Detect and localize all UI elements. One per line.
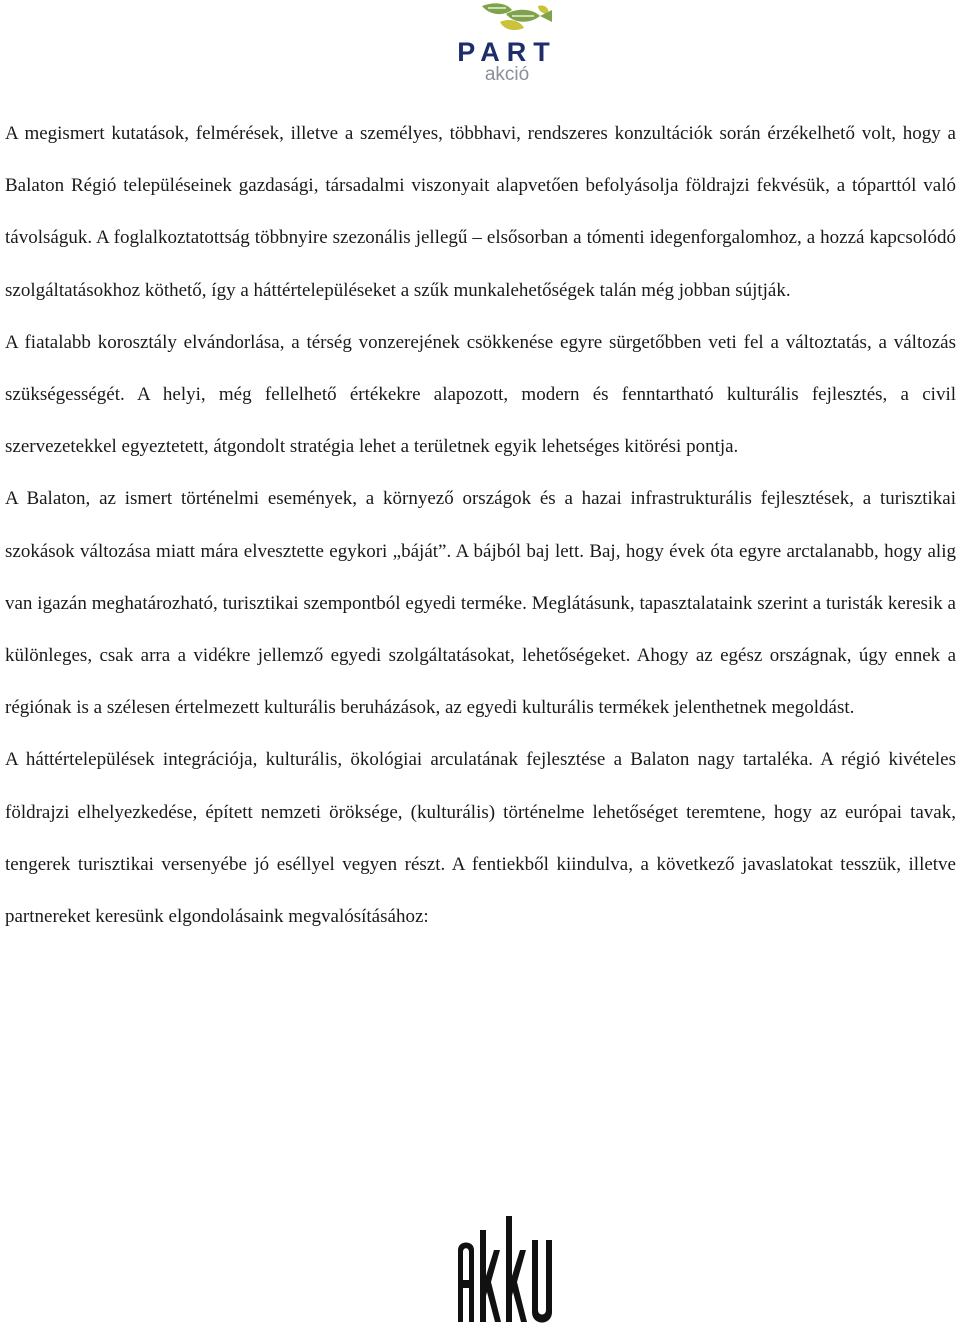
paragraph: A fiatalabb korosztály elvándorlása, a térség vonzerejének csökkenése egyre sürgetőbben veti fel a változtatás, a változás szükségességét. A helyi, még fellelhető értékekre alapozott, modern és fenntartható kulturális fejlesztés, a civil szervezetekkel egyeztetett, átgondolt stratégia lehet a területnek egyik lehetséges kitörési pontja. <box>5 331 956 458</box>
akku-logo <box>450 1210 564 1330</box>
akku-logo-icon <box>450 1210 564 1330</box>
paragraph: A megismert kutatások, felmérések, illetve a személyes, többhavi, rendszeres konzultációk során érzékelhető volt, hogy a Balaton Régió településeinek gazdasági, társadalmi viszonyait alapvetően befolyásolja földrajzi fekvésük, a tóparttól való távolságuk. A foglalkoztatottság többnyire szezonális jellegű – elsősorban a tómenti idegenforgalomhoz, a hozzá kapcsolódó szolgáltatásokhoz köthető, így a háttértelepüléseket a szűk munkalehetőségek talán még jobban sújtják. <box>5 123 956 301</box>
logo-word: PART <box>457 37 557 67</box>
document-body <box>5 108 956 943</box>
logo-subtitle: akció <box>484 64 530 85</box>
fish-logo-icon <box>440 0 570 40</box>
part-akcio-logo <box>440 0 570 92</box>
paragraph: A háttértelepülések integrációja, kulturális, ökológiai arculatának fejlesztése a Balaton nagy tartaléka. A régió kivételes földrajzi elhelyezkedése, épített nemzeti öröksége, (kulturális) történelme lehetőséget teremtene, hogy az európai tavak, tengerek turisztikai versenyébe jó eséllyel vegyen részt. A fentiekből kiindulva, a következő javaslatokat tesszük, illetve partnereket keresünk elgondolásaink megvalósításához: <box>5 749 956 928</box>
paragraph: A Balaton, az ismert történelmi események, a környező országok és a hazai infrastrukturális fejlesztések, a turisztikai szokások változása miatt mára elvesztette egykori „báját”. A bájból baj lett. Baj, hogy évek óta egyre arctalanabb, hogy alig van igazán meghatározható, turisztikai szempontból egyedi terméke. Meglátásunk, tapasztalataink szerint a turisták keresik a különleges, csak arra a vidékre jellemző egyedi szolgáltatásokat, lehetőségeket. Ahogy az egész országnak, úgy ennek a régiónak is a szélesen értelmezett kulturális beruházások, az egyedi kulturális termékek jelenthetnek megoldást. <box>5 488 956 719</box>
